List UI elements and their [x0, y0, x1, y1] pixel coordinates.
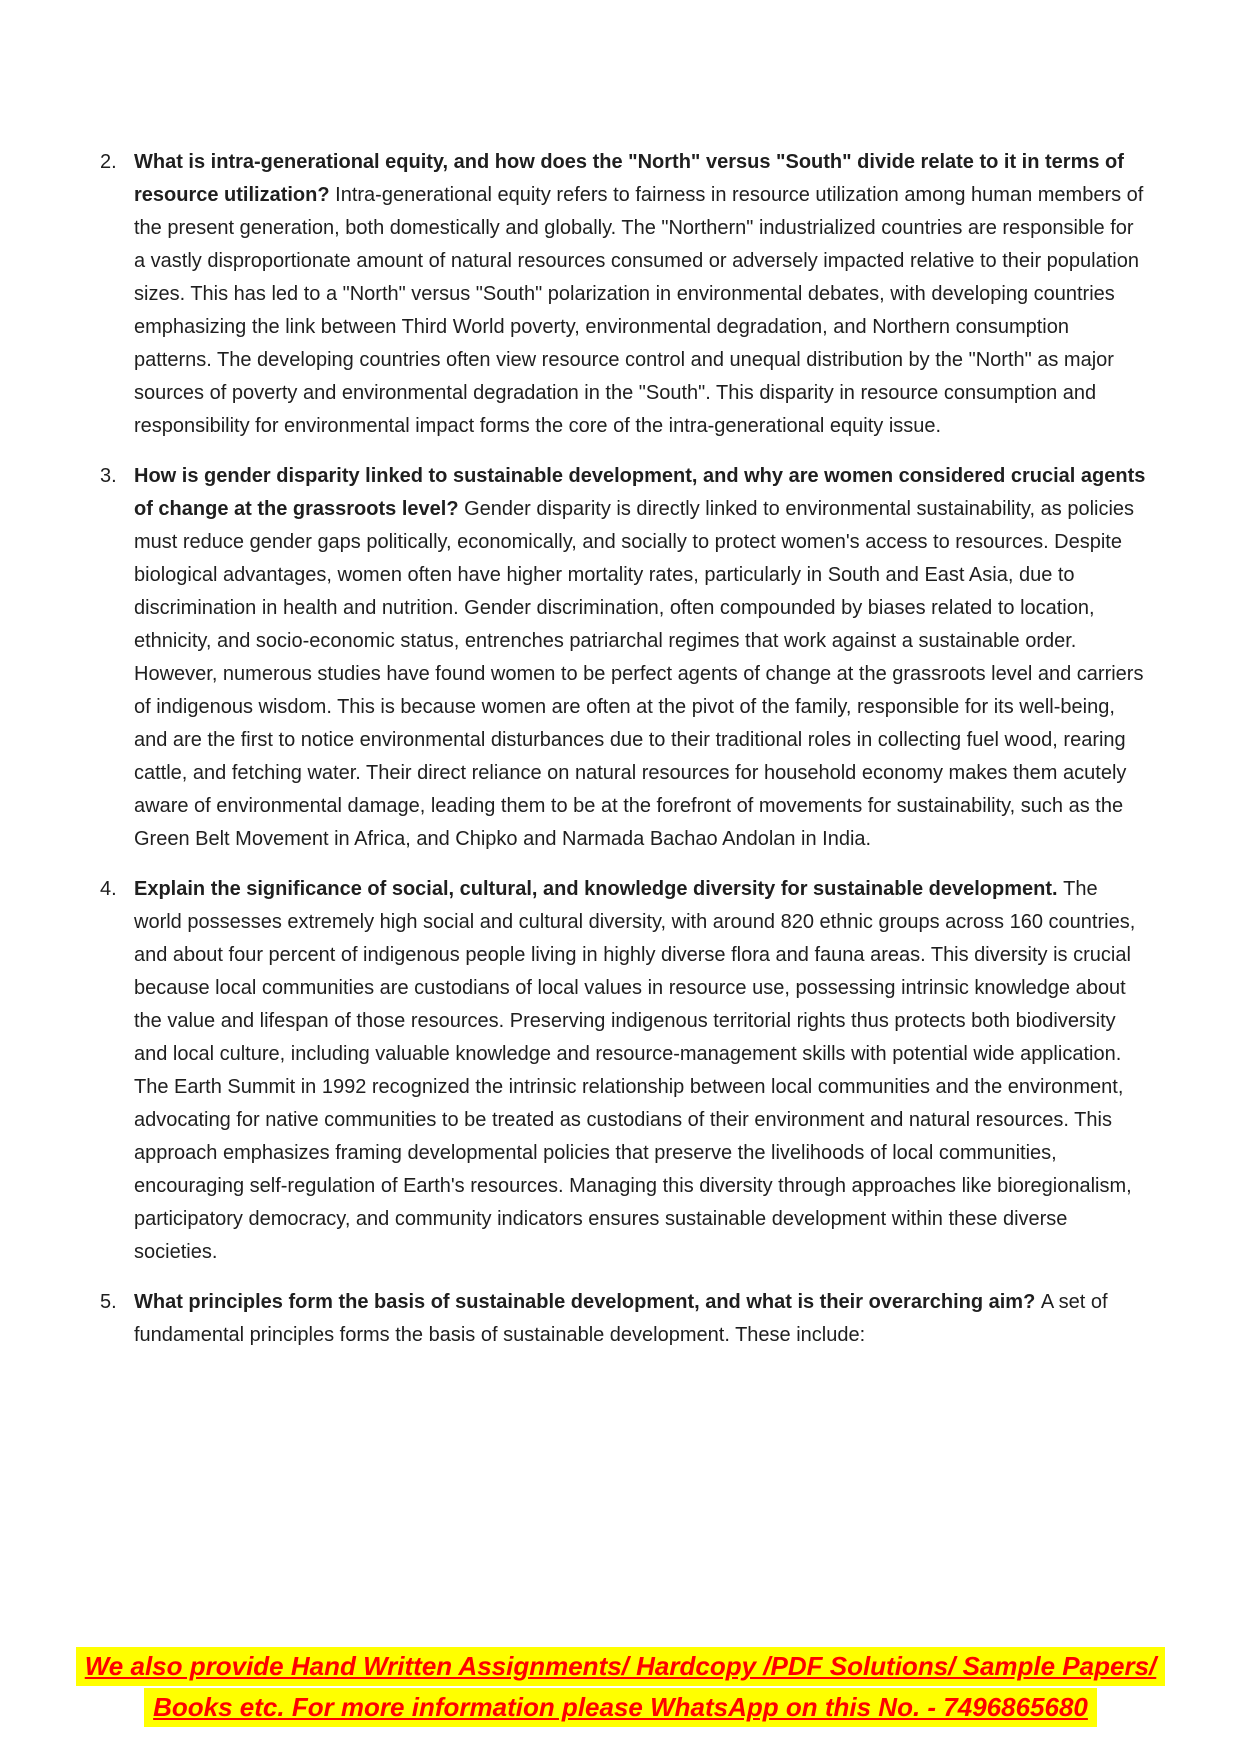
promo-line-2: Books etc. For more information please WhatsApp on this No. - 7496865680 — [144, 1688, 1097, 1727]
qa-item-text — [134, 873, 1150, 1269]
promo-row — [0, 1688, 1241, 1727]
qa-answer: The world possesses extremely high social and cultural diversity, with around 820 ethnic groups across 160 countries, and about four percent of indigenous people living in highly diverse flora and fauna areas. This diversity is crucial because local communities are custodians of local values in resource use, possessing intrinsic knowledge about the value and lifespan of those resources. Preserving indigenous territorial rights thus protects both biodiversity and local culture, including valuable knowledge and resource-management skills with potential wide application. The Earth Summit in 1992 recognized the intrinsic relationship between local communities and the environment, advocating for native communities to be treated as custodians of their environment and natural resources. This approach emphasizes framing developmental policies that preserve the livelihoods of local communities, encouraging self-regulation of Earth's resources. Managing this diversity through approaches like bioregionalism, participatory democracy, and community indicators ensures sustainable development within these diverse societies. — [134, 878, 1136, 1263]
qa-item — [100, 873, 1150, 1269]
qa-question: What principles form the basis of sustainable development, and what is their overarching aim? — [134, 1291, 1036, 1313]
qa-answer: A set of fundamental principles forms the basis of sustainable development. These include: — [134, 1291, 1108, 1346]
qa-item-number: 3. — [100, 465, 117, 487]
qa-item — [100, 1286, 1150, 1352]
qa-item-number: 2. — [100, 151, 117, 173]
promo-line-1: We also provide Hand Written Assignments/ Hardcopy /PDF Solutions/ Sample Papers/ — [76, 1647, 1166, 1686]
qa-item-text — [134, 460, 1150, 856]
qa-question: Explain the significance of social, cultural, and knowledge diversity for sustainable development. — [134, 878, 1058, 900]
qa-answer: Intra-generational equity refers to fairness in resource utilization among human members of the present generation, both domestically and globally. The "Northern" industrialized countries are responsible for a vastly disproportionate amount of natural resources consumed or adversely impacted relative to their population sizes. This has led to a "North" versus "South" polarization in environmental debates, with developing countries emphasizing the link between Third World poverty, environmental degradation, and Northern consumption patterns. The developing countries often view resource control and unequal distribution by the "North" as major sources of poverty and environmental degradation in the "South". This disparity in resource consumption and responsibility for environmental impact forms the core of the intra-generational equity issue. — [134, 184, 1144, 437]
promo-banner — [0, 1647, 1241, 1729]
qa-list — [100, 146, 1150, 1369]
promo-row — [0, 1647, 1241, 1686]
qa-item-number: 5. — [100, 1291, 117, 1313]
qa-item-text — [134, 146, 1150, 443]
qa-item — [100, 460, 1150, 856]
qa-item-number: 4. — [100, 878, 117, 900]
qa-answer: Gender disparity is directly linked to environmental sustainability, as policies must reduce gender gaps politically, economically, and socially to protect women's access to resources. Despite biological advantages, women often have higher mortality rates, particularly in South and East Asia, due to discrimination in health and nutrition. Gender discrimination, often compounded by biases related to location, ethnicity, and socio-economic status, entrenches patriarchal regimes that work against a sustainable order. However, numerous studies have found women to be perfect agents of change at the grassroots level and carriers of indigenous wisdom. This is because women are often at the pivot of the family, responsible for its well-being, and are the first to notice environmental disturbances due to their traditional roles in collecting fuel wood, rearing cattle, and fetching water. Their direct reliance on natural resources for household economy makes them acutely aware of environmental damage, leading them to be at the forefront of movements for sustainability, such as the Green Belt Movement in Africa, and Chipko and Narmada Bachao Andolan in India. — [134, 498, 1144, 850]
qa-question: What is intra-generational equity, and how does the "North" versus "South" divide relate to it in terms of resource utilization? — [134, 151, 1124, 206]
qa-item-text — [134, 1286, 1150, 1352]
qa-question: How is gender disparity linked to sustainable development, and why are women considered crucial agents of change at the grassroots level? — [134, 465, 1146, 520]
qa-item — [100, 146, 1150, 443]
